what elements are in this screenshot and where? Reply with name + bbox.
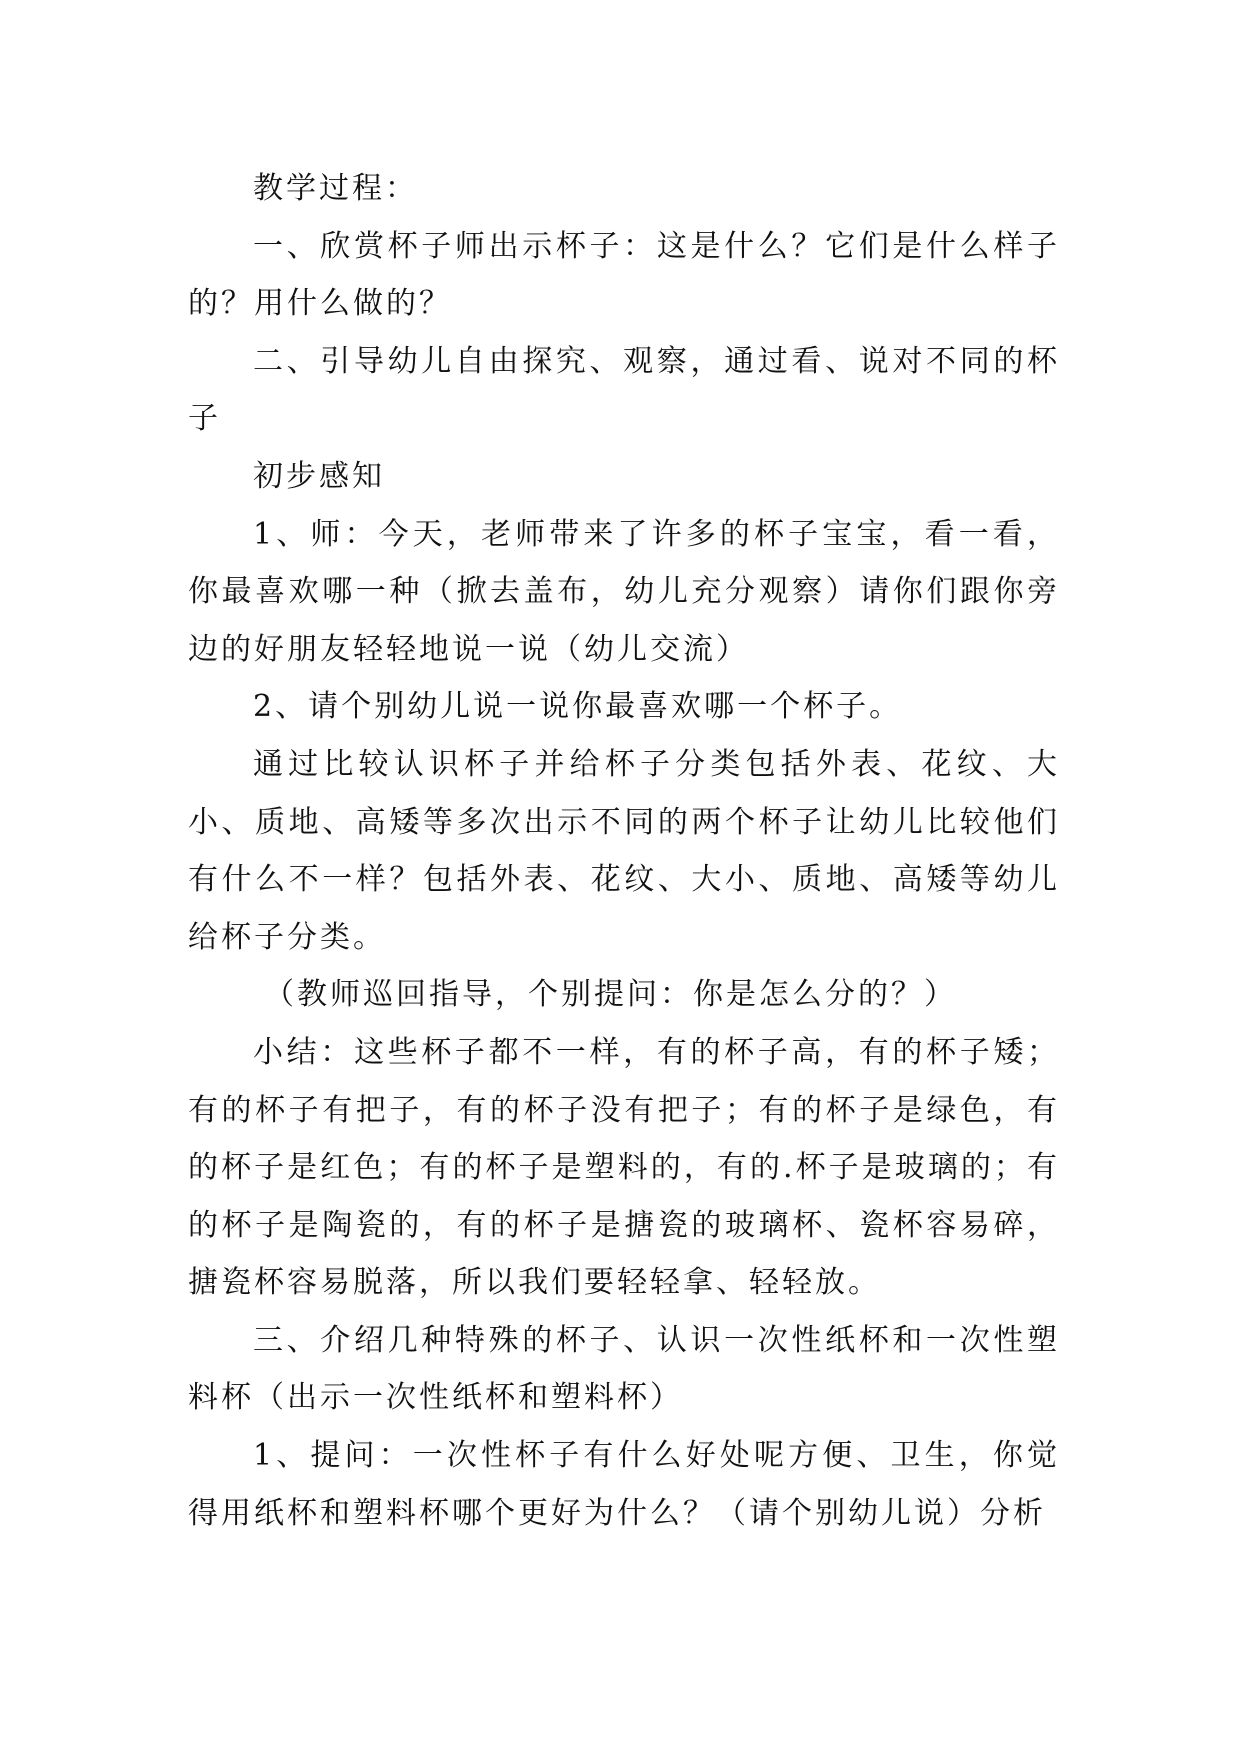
paragraph-initial-perception: 初步感知 [253, 458, 385, 494]
document-body [188, 160, 1060, 1542]
paragraph-question: 1、提问：一次性杯子有什么好处呢方便、卫生，你觉得用纸杯和塑料杯哪个更好为什么？（请个别幼儿说）分析 [188, 1438, 1060, 1531]
paragraph-summary: 小结：这些杯子都不一样，有的杯子高，有的杯子矮；有的杯子有把子，有的杯子没有把子；有的杯子是绿色，有的杯子是红色；有的杯子是塑料的，有的.杯子是玻璃的；有的杯子是陶瓷的，有的杯子是搪瓷的玻璃杯、瓷杯容易碎，搪瓷杯容易脱落，所以我们要轻轻拿、轻轻放。 [188, 1034, 1060, 1301]
paragraph-teaching-process-heading: 教学过程： [253, 171, 418, 206]
paragraph-section-three: 三、介绍几种特殊的杯子、认识一次性纸杯和一次性塑料杯（出示一次性纸杯和塑料杯） [188, 1322, 1060, 1416]
paragraph-teacher-guidance: （教师巡回指导，个别提问：你是怎么分的？） [264, 977, 957, 1013]
paragraph-step-2: 2、请个别幼儿说一说你最喜欢哪一个杯子。 [253, 689, 903, 725]
paragraph-section-two: 二、引导幼儿自由探究、观察，通过看、说对不同的杯子 [188, 343, 1060, 437]
paragraph-comparison: 通过比较认识杯子并给杯子分类包括外表、花纹、大小、质地、高矮等多次出示不同的两个杯子让幼儿比较他们有什么不一样？包括外表、花纹、大小、质地、高矮等幼儿给杯子分类。 [188, 746, 1060, 955]
paragraph-section-one: 一、欣赏杯子师出示杯子：这是什么？它们是什么样子的？用什么做的？ [188, 228, 1060, 322]
paragraph-step-1: 1、师：今天，老师带来了许多的杯子宝宝，看一看，你最喜欢哪一种（掀去盖布，幼儿充分观察）请你们跟你旁边的好朋友轻轻地说一说（幼儿交流） [188, 516, 1060, 667]
